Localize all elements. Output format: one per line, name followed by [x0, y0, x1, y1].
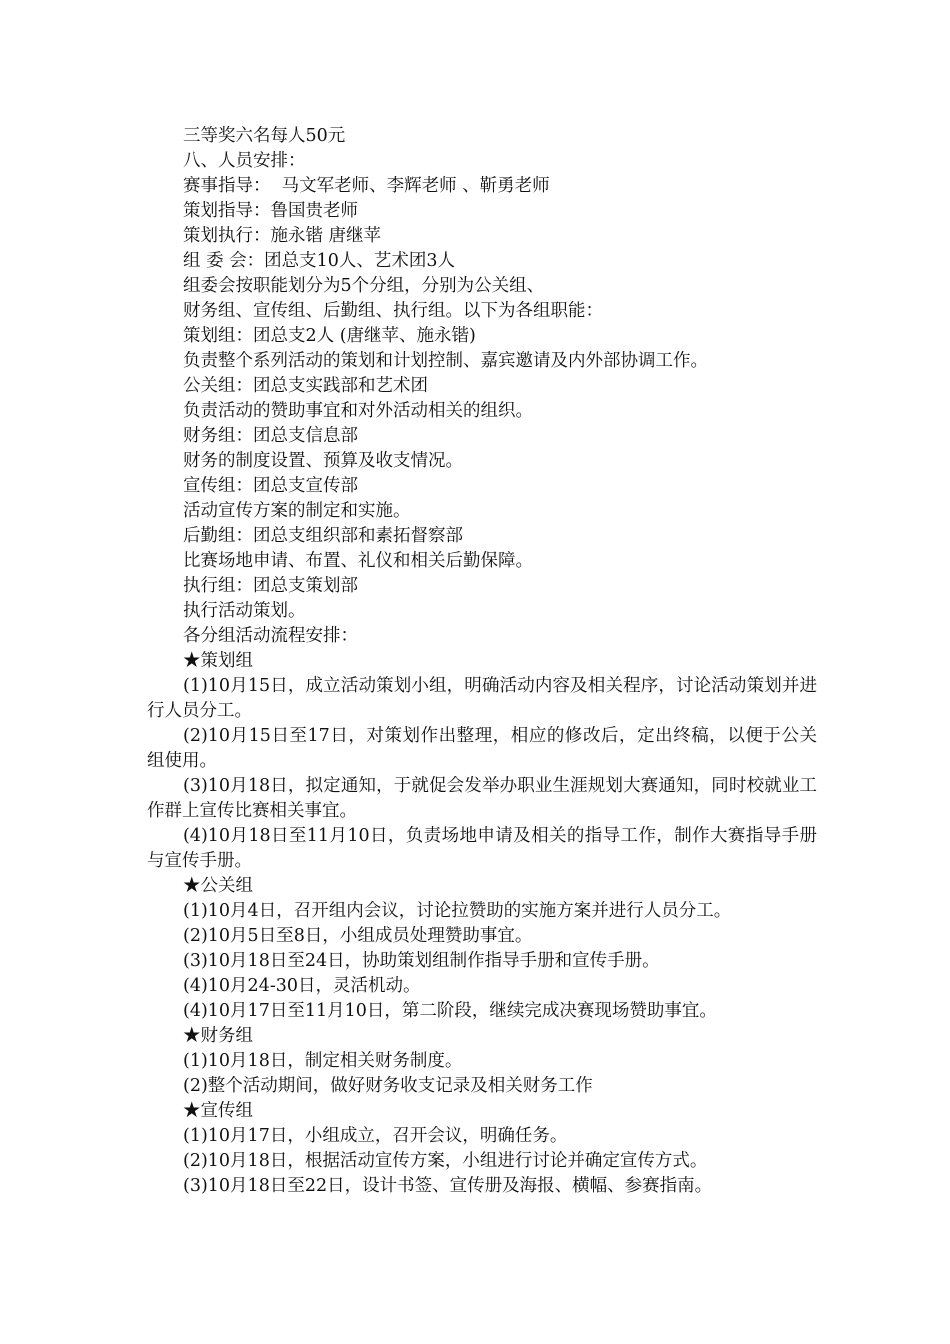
- logistics-group: 后勤组：团总支组织部和素拓督察部: [183, 526, 463, 546]
- event-advisors: 赛事指导： 马文军老师、李辉老师 、靳勇老师: [183, 176, 550, 196]
- publicity-item: (1)10月17日，小组成立，召开会议，明确任务。: [183, 1126, 568, 1146]
- finance-item: (1)10月18日，制定相关财务制度。: [183, 1051, 463, 1071]
- prize-line: 三等奖六名每人50元: [183, 126, 346, 146]
- planning-item: (4)10月18日至11月10日，负责场地申请及相关的指导工作，制作大赛指导手册与宣传手册。: [147, 826, 817, 871]
- planning-executors: 策划执行：施永锴 唐继苹: [183, 226, 382, 246]
- pr-group-duty: 负责活动的赞助事宜和对外活动相关的组织。: [183, 401, 533, 421]
- publicity-group-duty: 活动宣传方案的制定和实施。: [183, 501, 411, 521]
- publicity-item: (3)10月18日至22日，设计书签、宣传册及海报、横幅、参赛指南。: [183, 1176, 713, 1196]
- pr-item: (1)10月4日，召开组内会议，讨论拉赞助的实施方案并进行人员分工。: [183, 901, 732, 921]
- finance-group-duty: 财务的制度设置、预算及收支情况。: [183, 451, 463, 471]
- publicity-heading: ★宣传组: [183, 1101, 253, 1121]
- pr-item: (3)10月18日至24日，协助策划组制作指导手册和宣传手册。: [183, 951, 660, 971]
- committee-division-1: 组委会按职能划分为5个分组，分别为公关组、: [183, 276, 545, 296]
- finance-item: (2)整个活动期间，做好财务收支记录及相关财务工作: [183, 1076, 593, 1096]
- planning-group: 策划组：团总支2人 (唐继苹、施永锴): [183, 326, 476, 346]
- planning-group-duty: 负责整个系列活动的策划和计划控制、嘉宾邀请及内外部协调工作。: [183, 351, 708, 371]
- committee-members: 组 委 会：团总支10人、艺术团3人: [183, 251, 456, 271]
- pr-heading: ★公关组: [183, 876, 253, 896]
- logistics-group-duty: 比赛场地申请、布置、礼仪和相关后勤保障。: [183, 551, 533, 571]
- finance-group: 财务组：团总支信息部: [183, 426, 358, 446]
- committee-division-2: 财务组、宣传组、后勤组、执行组。以下为各组职能：: [183, 301, 603, 321]
- planning-item: (2)10月15日至17日，对策划作出整理，相应的修改后，定出终稿，以便于公关组使用。: [147, 726, 817, 771]
- planning-advisor: 策划指导：鲁国贵老师: [183, 201, 358, 221]
- publicity-group: 宣传组：团总支宣传部: [183, 476, 358, 496]
- finance-heading: ★财务组: [183, 1026, 253, 1046]
- planning-item: (1)10月15日，成立活动策划小组，明确活动内容及相关程序，讨论活动策划并进行人员分工。: [147, 676, 817, 721]
- document-body: [147, 124, 817, 1199]
- execution-group-duty: 执行活动策划。: [183, 601, 306, 621]
- pr-group: 公关组：团总支实践部和艺术团: [183, 376, 428, 396]
- publicity-item: (2)10月18日，根据活动宣传方案，小组进行讨论并确定宣传方式。: [183, 1151, 708, 1171]
- pr-item: (2)10月5日至8日，小组成员处理赞助事宜。: [183, 926, 533, 946]
- planning-heading: ★策划组: [183, 651, 253, 671]
- planning-item: (3)10月18日，拟定通知，于就促会发举办职业生涯规划大赛通知，同时校就业工作群上宣传比赛相关事宜。: [147, 776, 817, 821]
- pr-item: (4)10月24-30日，灵活机动。: [183, 976, 421, 996]
- execution-group: 执行组：团总支策划部: [183, 576, 358, 596]
- section-heading-staff: 八、人员安排：: [183, 151, 306, 171]
- schedule-heading: 各分组活动流程安排：: [183, 626, 358, 646]
- pr-item: (4)10月17日至11月10日，第二阶段，继续完成决赛现场赞助事宜。: [183, 1001, 717, 1021]
